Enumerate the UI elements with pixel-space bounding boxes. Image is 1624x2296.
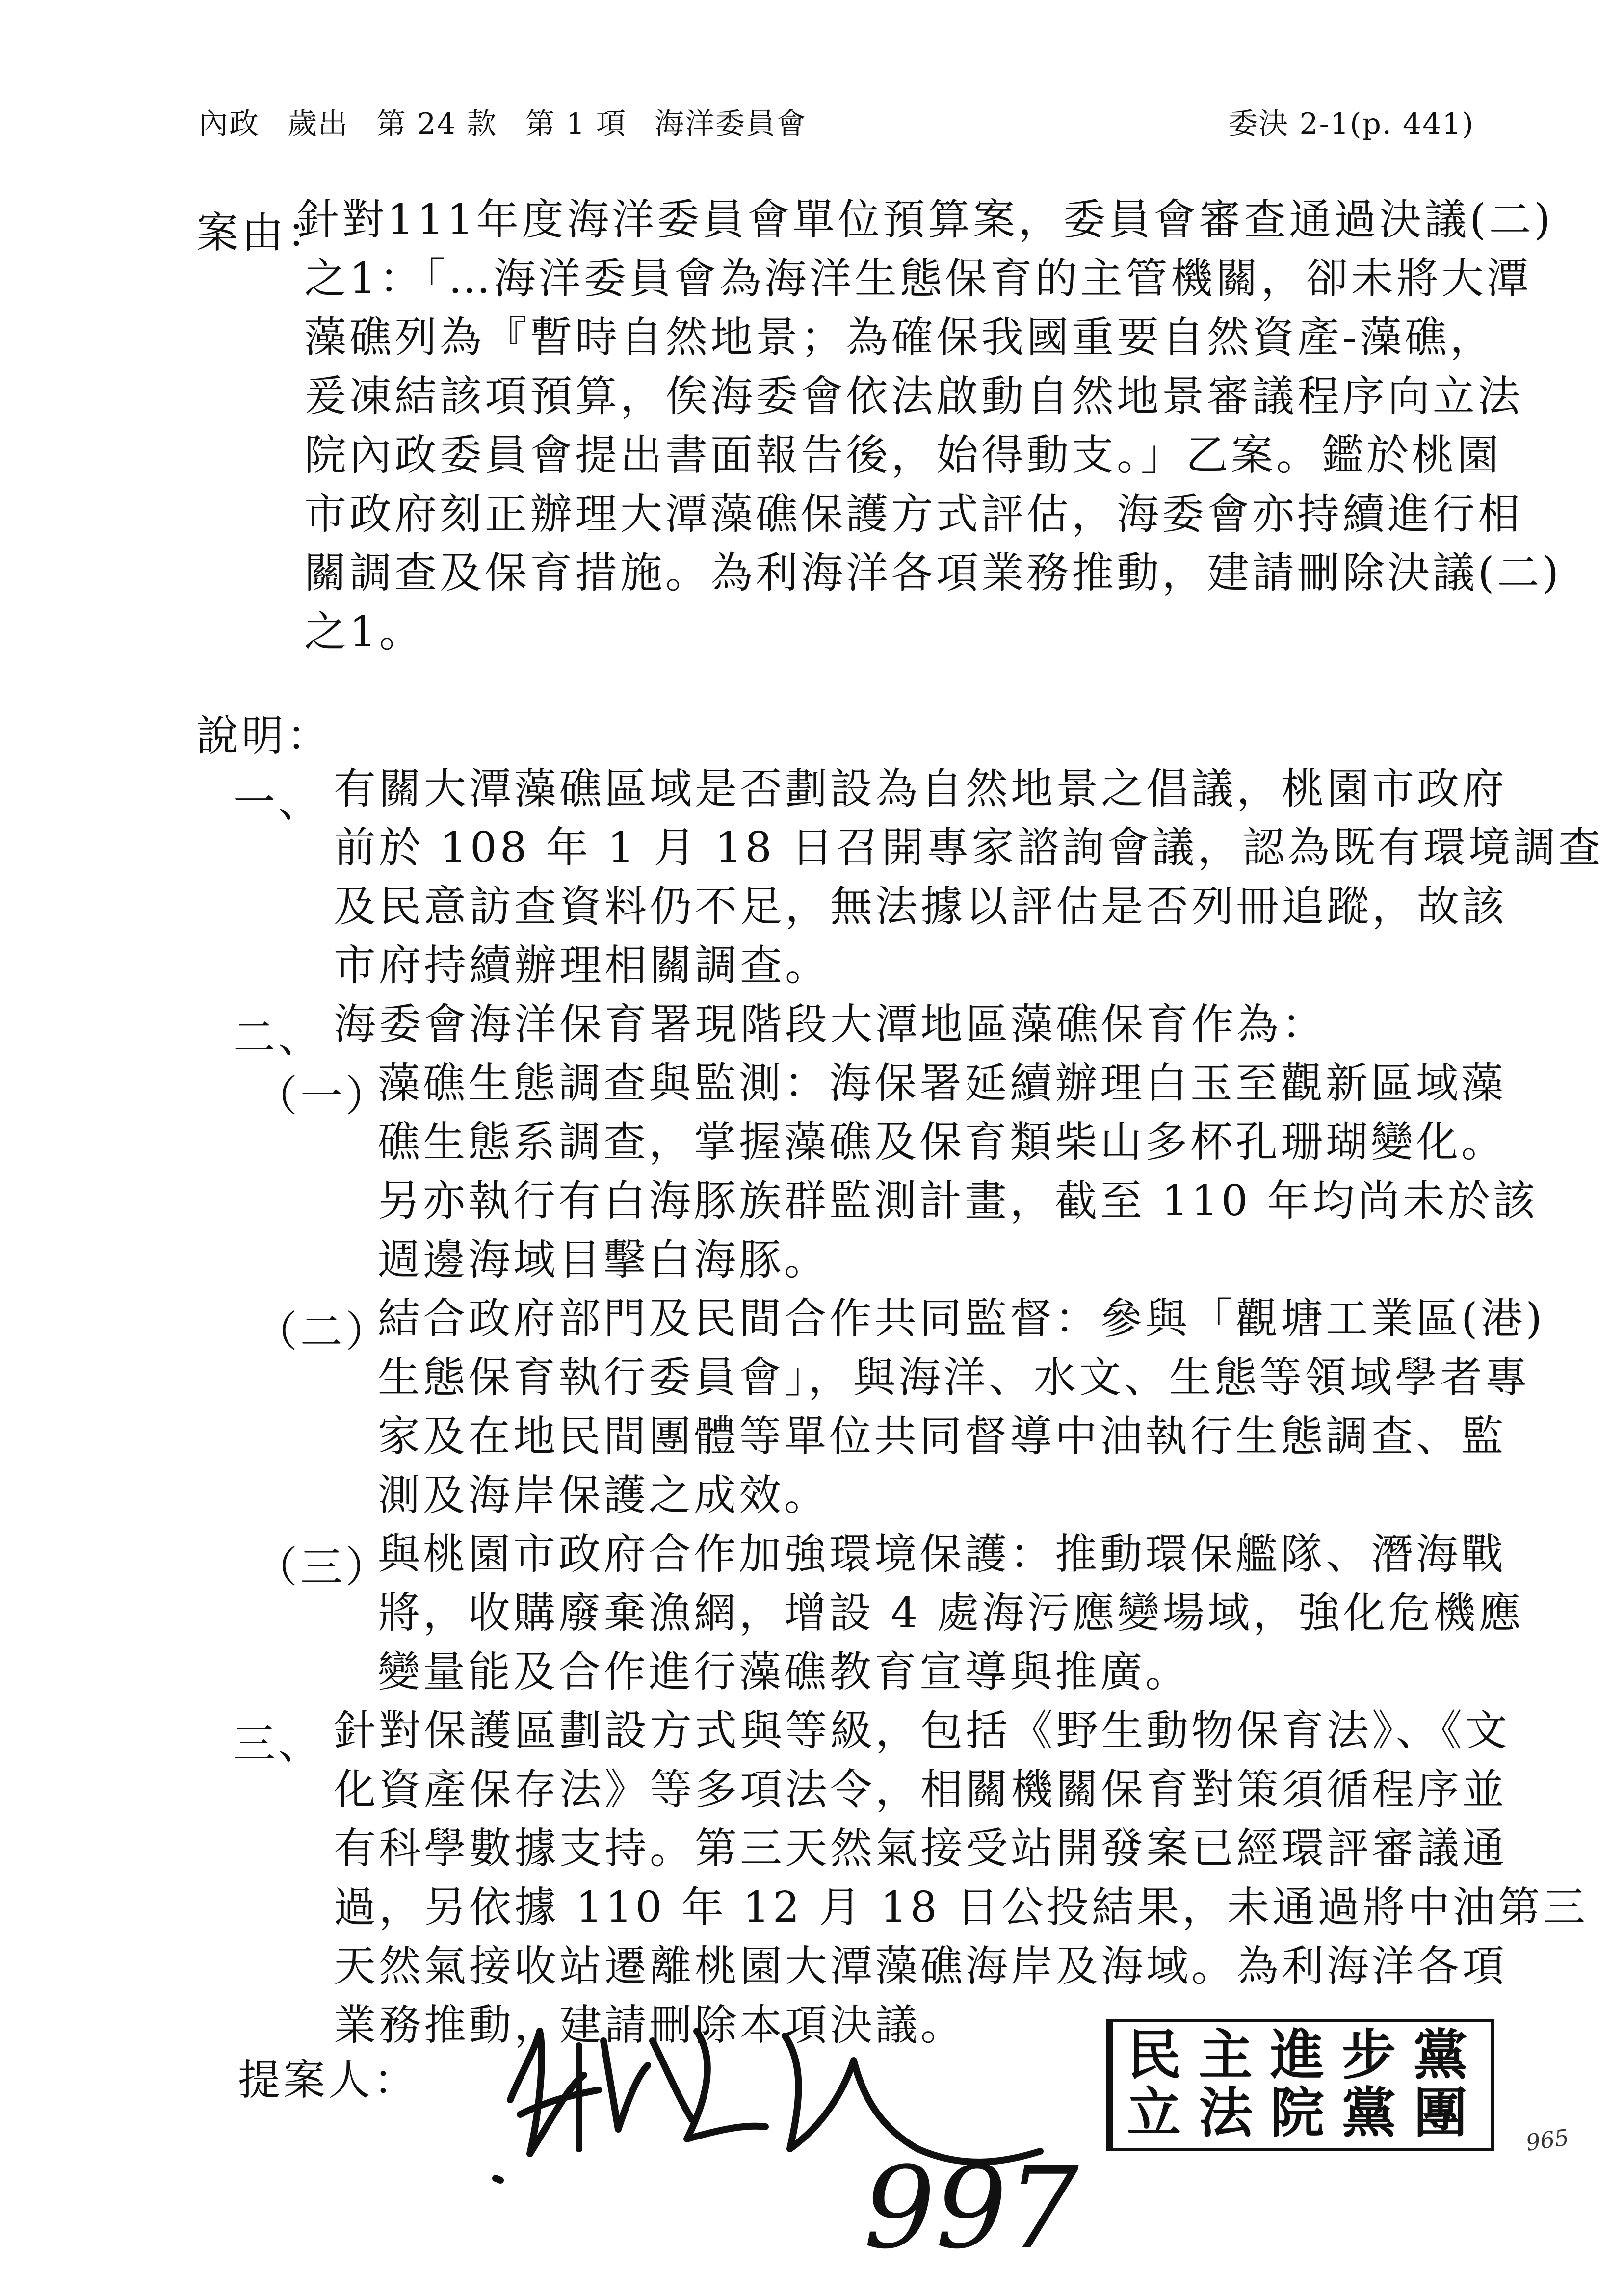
case-line: 之1。 xyxy=(304,607,424,656)
item-line: 前於 108 年 1 月 18 日召開專家諮詢會議，認為既有環境調查 xyxy=(334,823,1604,872)
item-marker: 三、 xyxy=(233,1720,323,1769)
item-line: 化資產保存法》等多項法令，相關機關保育對策須循程序並 xyxy=(334,1765,1507,1814)
subitem-line: 將，收購廢棄漁網，增設 4 處海污應變場域，強化危機應 xyxy=(378,1589,1524,1638)
item-line: 過，另依據 110 年 12 月 18 日公投結果，未通過將中油第三 xyxy=(334,1883,1589,1932)
subitem-line: 生態保育執行委員會」，與海洋、水文、生態等領域學者專 xyxy=(378,1353,1530,1402)
subitem-line: 結合政府部門及民間合作共同監督：參與「觀塘工業區(港) xyxy=(378,1294,1545,1343)
header-category: 內政 xyxy=(199,107,260,141)
item-line: 市府持續辦理相關調查。 xyxy=(334,941,830,990)
party-stamp xyxy=(1106,2019,1494,2151)
subitem-line: 礁生態系調查，掌握藻礁及保育類柴山多杯孔珊瑚變化。 xyxy=(378,1118,1506,1167)
header-reference: 委決 2-1(p. 441) xyxy=(1228,107,1474,141)
explanation-label: 說明： xyxy=(196,711,332,760)
item-marker: 一、 xyxy=(233,778,323,827)
header-section: 第 24 款 xyxy=(376,107,498,141)
item-line: 有科學數據支持。第三天然氣接受站開發案已經環評審議通 xyxy=(334,1824,1507,1873)
case-line: 針對111年度海洋委員會單位預算案，委員會審查通過決議(二) xyxy=(297,195,1554,244)
subitem-line: 測及海岸保護之成效。 xyxy=(378,1471,829,1520)
subitem-line: 藻礁生態調查與監測：海保署延續辦理白玉至觀新區域藻 xyxy=(378,1059,1506,1108)
subitem-line: 家及在地民間團體等單位共同督導中油執行生態調查、監 xyxy=(378,1412,1506,1461)
proposer-label: 提案人： xyxy=(238,2056,419,2105)
item-line: 海委會海洋保育署現階段大潭地區藻礁保育作為： xyxy=(334,1000,1327,1049)
stamp-line-2: 立法院黨團 xyxy=(1127,2081,1485,2144)
stamp-line-1: 民主進步黨 xyxy=(1127,2023,1485,2087)
case-line: 爰凍結該項預算，俟海委會依法啟動自然地景審議程序向立法 xyxy=(304,372,1523,421)
case-line: 之1：「…海洋委員會為海洋生態保育的主管機關，卻未將大潭 xyxy=(304,254,1532,303)
case-line: 關調查及保育措施。為利海洋各項業務推動，建請刪除決議(二) xyxy=(304,548,1562,598)
header-type: 歲出 xyxy=(288,107,349,141)
subitem-line: 週邊海域目擊白海豚。 xyxy=(378,1235,829,1284)
subitem-marker: （三） xyxy=(255,1543,391,1592)
case-line: 市政府刻正辦理大潭藻礁保護方式評估，海委會亦持續進行相 xyxy=(304,490,1523,539)
subitem-line: 變量能及合作進行藻礁教育宣導與推廣。 xyxy=(378,1647,1190,1696)
case-line: 院內政委員會提出書面報告後，始得動支。」乙案。鑑於桃園 xyxy=(304,431,1502,480)
subitem-line: 與桃園市政府合作加強環境保護：推動環保艦隊、潛海戰 xyxy=(378,1530,1506,1579)
subitem-marker: （二） xyxy=(255,1307,391,1357)
case-line: 藻礁列為『暫時自然地景；為確保我國重要自然資產-藻礁， xyxy=(304,313,1495,362)
case-label: 案由： xyxy=(196,209,332,258)
subitem-line: 另亦執行有白海豚族群監測計畫，截至 110 年均尚未於該 xyxy=(378,1176,1538,1226)
page-note: 965 xyxy=(1524,2124,1571,2156)
header-agency: 海洋委員會 xyxy=(655,107,807,141)
item-line: 有關大潭藻礁區域是否劃設為自然地景之倡議，桃園市政府 xyxy=(334,764,1507,813)
header-left xyxy=(199,101,824,143)
item-line: 天然氣接收站遷離桃園大潭藻礁海岸及海域。為利海洋各項 xyxy=(334,1942,1507,1991)
item-marker: 二、 xyxy=(233,1013,323,1062)
header-item: 第 1 項 xyxy=(525,107,627,141)
item-line: 及民意訪查資料仍不足，無法據以評估是否列冊追蹤，故該 xyxy=(334,882,1507,931)
handwritten-signature xyxy=(491,2002,1079,2267)
item-line: 針對保護區劃設方式與等級，包括《野生動物保育法》、《文 xyxy=(334,1706,1510,1755)
handwritten-number: 997 xyxy=(864,2143,1079,2267)
item-line: 業務推動，建請刪除本項決議。 xyxy=(334,2001,966,2050)
subitem-marker: （一） xyxy=(255,1072,391,1121)
